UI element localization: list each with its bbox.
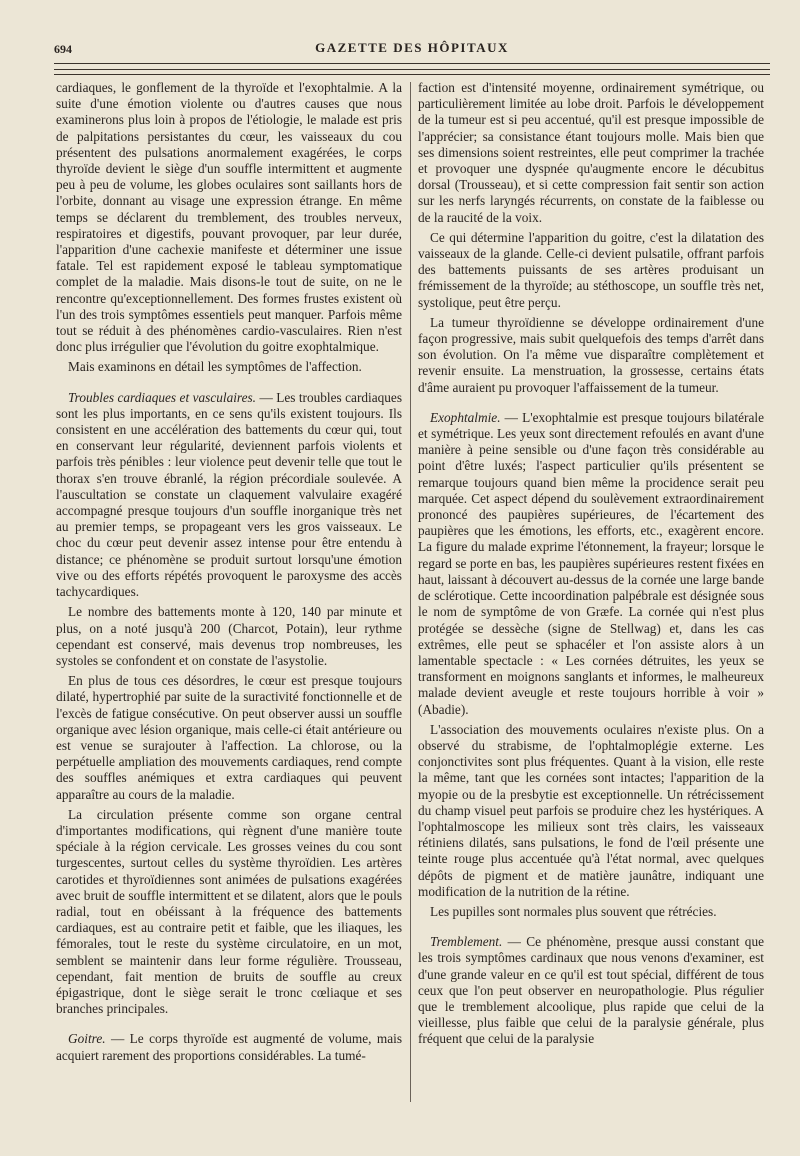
- paragraph: L'association des mouvements oculaires n'existe plus. On a observé du strabisme, de l'ophtalmoplégie externe. Les conjonctivites sont plus fréquentes. Quant à la vision, elle reste la même, tant que les cornées sont intactes; l'apparition de la myopie ou de la presbytie est exceptionnelle. Un rétrécissement du champ visuel peut parfois se produire chez les hystériques. A l'ophtalmoscope les milieux sont très clairs, les vaisseaux rétiniens dilatés, sans pulsations, le fond de l'œil présente une teinte rouge plus accentuée qu'à l'état normal, avec quelques dépôts de pigment et de matière jaunâtre, indiquant une modification de la nutrition de la rétine.: [418, 721, 764, 899]
- section-heading-goitre: Goitre.: [68, 1031, 106, 1047]
- paragraph-body: — Les troubles cardiaques sont les plus importants, en ce sens qu'ils existent toujours. Ils consistent en une accélération des battements du cœur qui, tout en conservant leur régularité, deviennent parfois violents et parfois très pénibles : leur violence peut devenir telle que tout le thorax s'en trouve ébranlé, la région précordiale soulevée. A l'auscultation se constate un claquement valvulaire exagéré accompagné presque toujours d'un souffle inorganique très net au premier temps, se propageant vers les gros vaisseaux. Le choc du cœur peut devenir assez intense pour être entendu à distance; ce phénomène se produit surtout lorsqu'une émotion vive ou des efforts répétés provoquent le paroxysme des accès tachycardiques.: [56, 389, 402, 600]
- page-number: 694: [54, 42, 72, 56]
- paragraph: [418, 934, 764, 1047]
- paragraph-body: — L'exophtalmie est presque toujours bilatérale et symétrique. Les yeux sont directement refoulés en avant d'une manière à peine sensible ou d'une façon très considérable au point d'être luxés; l'aspect particulier qu'ils présentent se remarque toujours quand bien même la procidence serait peu marquée. Cet aspect dépend du soulèvement extraordinairement prononcé des paupières supérieures, de l'écartement des paupières que les émotions, les efforts, etc., exagèrent encore. La figure du malade exprime l'étonnement, la frayeur; lorsque le regard se porte en bas, les paupières supérieures restent fixées en haut, laissant à découvert au-dessus de la cornée une large bande de sclérotique. Cette incoordination palpébrale est désignée sous le nom de symptôme de von Græfe. La cornée qui n'est plus protégée se dessèche (signe de Stellwag) et, dans les cas extrêmes, elle peut se sphacéler et l'on assiste alors à un lamentable spectacle : « Les cornées détruites, les yeux se transforment en moignons sanglants et informes, le malheureux malade devient aveugle et reste toujours horrible à voir » (Abadie).: [418, 409, 764, 717]
- section-heading-tremblement: Tremblement.: [430, 934, 503, 950]
- paragraph: Mais examinons en détail les symptômes de l'affection.: [68, 359, 362, 375]
- paragraph: faction est d'intensité moyenne, ordinairement symétrique, ou particulièrement limitée au lobe droit. Parfois le développement de la tumeur est si peu accentué, qu'il est presque impossible de l'apprécier; sa consistance étant toujours molle. Mais bien que ses dimensions soient restreintes, elle peut comprimer la trachée et provoquer une dyspnée qu'augmente encore le décubitus dorsal (Trousseau), et si cette compression fait sentir son action sur les nerfs laryngés récurrents, on constate de la faiblesse ou de la raucité de la voix.: [418, 80, 764, 225]
- paragraph: Le nombre des battements monte à 120, 140 par minute et plus, on a noté jusqu'à 200 (Charcot, Potain), leur rythme cependant est conservé, mais devenus trop nombreuses, les systoles se confondent et on constate de l'asystolie.: [56, 604, 402, 668]
- header-rule: [54, 74, 770, 75]
- paragraph-body: — Ce phénomène, presque aussi constant que les trois symptômes cardinaux que nous venons d'examiner, est d'une grande valeur en ce qu'il est tout spécial, différent de tous ceux que l'on peut observer en neuropathologie. Plus régulier que le tremblement alcoolique, plus rapide que celui de la vieillesse, plus faible que celui de la paralysie générale, plus fréquent que celui de la paralysie: [418, 934, 764, 1047]
- journal-title: GAZETTE DES HÔPITAUX: [315, 40, 509, 55]
- paragraph: La tumeur thyroïdienne se développe ordinairement d'une façon progressive, mais subit quelquefois des temps d'arrêt dans son évolution. On l'a même vue disparaître complètement et revenir ensuite. La menstruation, la grossesse, certains états d'âme auraient pu provoquer l'affaissement de la tumeur.: [418, 314, 764, 395]
- column-divider: [410, 82, 411, 1102]
- paragraph: cardiaques, le gonflement de la thyroïde et l'exophtalmie. A la suite d'une émotion violente ou d'autres causes que nous examinerons plus loin à propos de l'étiologie, le malade est pris de palpitations persistantes du cœur, les vaisseaux du cou présentent des pulsations anormalement exagérées, le corps thyroïde devient le siège d'un souffle intermittent et augmente peu à peu de volume, les globes oculaires sont saillants hors de l'orbite, donnant au visage une expression étrange. En même temps se déclarent du tremblement, des troubles nerveux, respiratoires et digestifs, pouvant provoquer, par leur durée, l'apparition d'une cachexie manifeste et déterminer une issue fatale. Tel est rapidement exposé le tableau symptomatique complet de la maladie. Mais disons-le tout de suite, on ne le rencontre qu'exceptionnellement. Des formes frustes existent où l'un des trois symptômes essentiels peut manquer. Parfois même tout se réduit à des phénomènes cardio-vasculaires. Rien n'est donc plus irrégulier que l'évolution du goitre exophtalmique.: [56, 80, 402, 355]
- header-rule: [54, 63, 770, 64]
- section-heading-cardiac: Troubles cardiaques et vasculaires.: [68, 389, 256, 405]
- paragraph: [56, 390, 402, 601]
- section-heading-exophtalmie: Exophtalmie.: [430, 409, 501, 425]
- paragraph: Les pupilles sont normales plus souvent que rétrécies.: [430, 903, 717, 919]
- right-column: [418, 80, 764, 1052]
- paragraph: [56, 1031, 402, 1063]
- page-header: [54, 36, 770, 60]
- paragraph: La circulation présente comme son organe central d'importantes modifications, qui règnent d'une manière toute spéciale à la région cervicale. Les grosses veines du cou sont turgescentes, surtout celles du système thyroïdien. Les artères carotides et thyroïdiennes sont animées de pulsations exagérées avec bruit de souffle intermittent et se dilatent, alors que le pouls radial, tout en obéissant à la fréquence des battements cardiaques, est au contraire petit et faible, que les iliaques, les fémorales, tout le reste du système circulatoire, en un mot, semblent se maintenir dans leur forme régulière. Trousseau, cependant, fait mention de bruits de souffle au creux épigastrique, dont le siège serait le tronc cœliaque et ses branches principales.: [56, 806, 402, 1017]
- paragraph: En plus de tous ces désordres, le cœur est presque toujours dilaté, hypertrophié par suite de la suractivité fonctionnelle et de l'excès de fatigue consécutive. On peut observer aussi un souffle organique avec lésion organique, mais celle-ci était antérieure ou est venue se surajouter à l'affection. La chlorose, ou la perpétuelle ampliation des mouvements cardiaques, rend compte des souffles anémiques et extra cardiaques qui peuvent apparaître au cours de la maladie.: [56, 673, 402, 802]
- left-column: [56, 80, 402, 1068]
- paragraph: Ce qui détermine l'apparition du goitre, c'est la dilatation des vaisseaux de la glande. Celle-ci devient pulsatile, offrant parfois des battements puissants de ses artères produisant un frémissement de la thyroïde; au stéthoscope, un souffle très net, systolique, peut être perçu.: [418, 229, 764, 310]
- paragraph: [418, 410, 764, 718]
- paragraph-body: — Le corps thyroïde est augmenté de volume, mais acquiert rarement des proportions considérables. La tumé-: [56, 1031, 403, 1063]
- header-rule: [54, 69, 770, 70]
